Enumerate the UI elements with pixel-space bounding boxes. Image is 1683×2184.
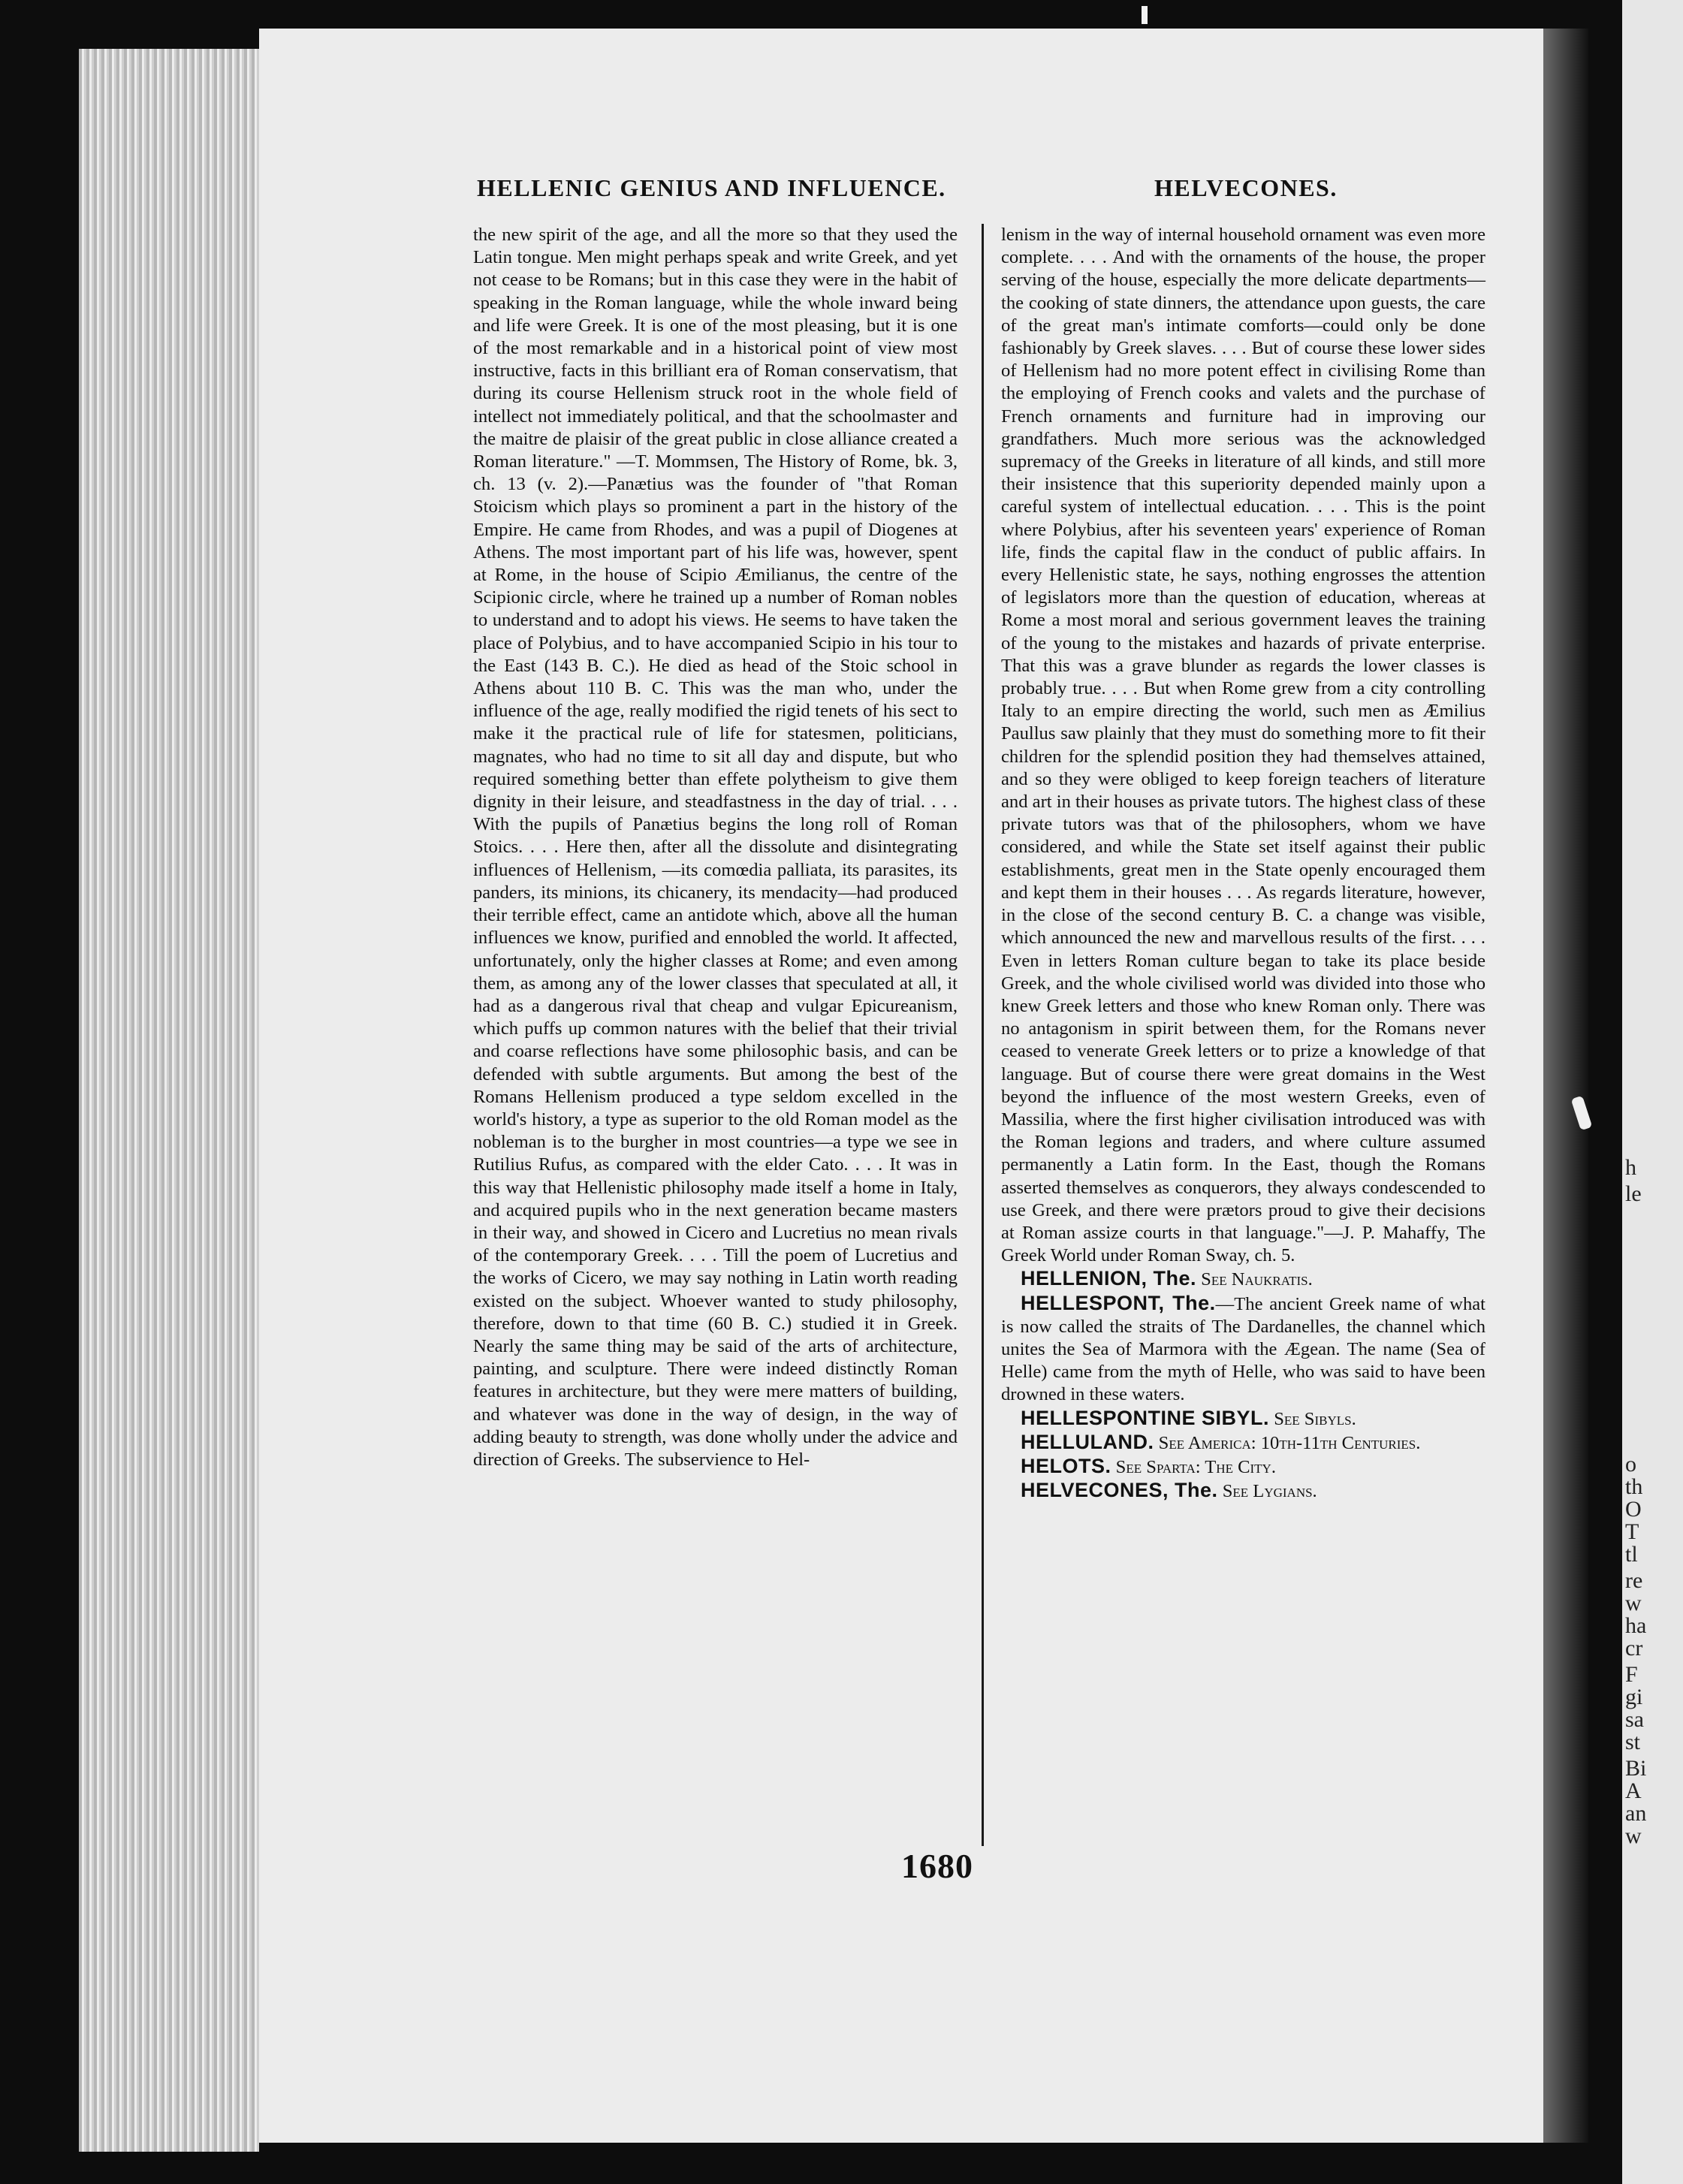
entry-head: HELVECONES, The. [1021,1479,1218,1502]
next-page-fragment: T [1625,1519,1639,1544]
entry-text: See Naukratis. [1201,1269,1313,1290]
left-column-text: the new spirit of the age, and all the more so that they used the Latin tongue. Men might perhaps speak and write Greek, and yet not cease to be Romans; but in this case they were in the habit of speaking in the Roman language, while the whole inward being and life were Greek. It is one of the most pleasing, but it is one of the most remarkable and in a historical point of view most instructive, facts in this brilliant era of Roman conservatism, that during its course Hellenism struck root in the whole field of intellect not immediately political, and that the schoolmaster and the maitre de plaisir of the great public in close alliance created a Roman literature." —T. Mommsen, The History of Rome, bk. 3, ch. 13 (v. 2).—Panætius was the founder of "that Roman Stoicism which plays so prominent a part in the history of the Empire. He came from Rhodes, and was a pupil of Diogenes at Athens. The most important part of his life was, however, spent at Rome, in the house of Scipio Æmilianus, the centre of the Scipionic circle, where he trained up a number of Roman nobles to understand and to adopt his views. He seems to have taken the place of Polybius, and to have accompanied Scipio in his tour to the East (143 B. C.). He died as head of the Stoic school in Athens about 110 B. C. This was the man who, under the influence of the age, really modified the rigid tenets of his sect to make it the practical rule of life for statesmen, politicians, magnates, who had no time to sit all day and dispute, but who required something better than effete polytheism to give them dignity in their leisure, and steadfastness in the day of trial. . . . With the pupils of Panætius begins the long roll of Roman Stoics. . . . Here then, after all the dissolute and disintegrating influences of Hellenism, —its comœdia palliata, its parasites, its panders, its minions, its chicanery, its mendacity—had produced their terrible effect, came an antidote which, above all the human influences we know, purified and ennobled the world. It affected, unfortunately, only the higher classes at Rome; and even among them, as among any of the lower classes that speculated at all, it had as a dangerous rival that cheap and vulgar Epicureanism, which puffs up common natures with the belief that their trivial and coarse reflections have some philosophic basis, and can be defended with subtle arguments. But among the best of the Romans Hellenism produced a type seldom excelled in the world's history, a type as superior to the old Roman model as the nobleman is to the burgher in most countries—a type we see in Rutilius Rufus, as compared with the elder Cato. . . . It was in this way that Hellenistic philosophy made itself a home in Italy, and acquired pupils who in the next generation became masters in their way, and showed in Cicero and Lucretius no mean rivals of the contemporary Greek. . . . Till the poem of Lucretius and the works of Cicero, we may say nothing in Latin worth reading existed on the subject. Whoever wanted to study philosophy, therefore, down to that time (60 B. C.) studied it in Greek. Nearly the same thing may be said of the arts of architecture, painting, and sculpture. There were indeed distinctly Roman features in architecture, but they were mere matters of building, and whatever was done in the way of design, in the way of adding beauty to strength, was done wholly under the advice and direction of Greeks. The subservience to Hel- [473,225,958,1470]
entry-hellespont [1001,1292,1485,1407]
entry-helluland [1001,1431,1485,1455]
entry-hellespontine-sibyl [1001,1407,1485,1431]
next-page-fragment: le [1625,1181,1642,1206]
next-page-fragment: F [1625,1662,1638,1687]
next-page-fragment: tl [1625,1542,1638,1567]
entry-head: HELLESPONTINE SIBYL. [1021,1406,1270,1429]
running-head-left: HELLENIC GENIUS AND INFLUENCE. [477,174,946,201]
entry-helots [1001,1455,1485,1479]
gutter-shadow [1543,29,1588,2143]
next-page-fragment: th [1625,1474,1643,1499]
next-page-fragment: w [1625,1591,1642,1615]
next-page-fragment: Bi [1625,1756,1647,1781]
entry-helvecones [1001,1479,1485,1503]
entry-text: See America: 10th-11th Centuries. [1158,1432,1421,1453]
entry-text: —The ancient Greek name of what is now called the straits of The Dardanelles, the channel which unites the Sea of Marmora with the Ægean. The name (Sea of Helle) came from the myth of Helle, who was said to have been drowned in these waters. [1001,1293,1485,1405]
next-page-fragment: h [1625,1155,1636,1180]
column-rule [982,224,984,1846]
next-page-fragment: o [1625,1452,1636,1477]
next-page-fragment: re [1625,1568,1643,1593]
next-page-fragment: A [1625,1778,1642,1803]
page-number: 1680 [901,1847,973,1885]
next-page-fragment: O [1625,1497,1642,1522]
entry-text: See Sparta: The City. [1115,1456,1276,1477]
right-column [1001,224,1485,1503]
book-page-edges [79,49,259,2152]
entry-head: HELLESPONT, The. [1021,1291,1216,1314]
next-page-fragment: an [1625,1801,1647,1826]
scan-mark [1142,6,1148,24]
next-page-fragment: gi [1625,1685,1643,1709]
entry-head: HELLULAND. [1021,1430,1154,1453]
entry-text: See Sibyls. [1274,1408,1356,1429]
entry-hellenion [1001,1267,1485,1291]
next-page-edge [1622,0,1683,2184]
next-page-fragment: st [1625,1730,1641,1754]
next-page-fragment: sa [1625,1707,1644,1732]
next-page-fragment: cr [1625,1636,1643,1661]
entry-head: HELOTS. [1021,1454,1111,1477]
next-page-fragment: ha [1625,1613,1647,1638]
right-column-text: lenism in the way of internal household ornament was even more complete. . . . And with the ornaments of the house, the proper serving of the house, especially the more delicate departments—the cooking of state dinners, the attendance upon guests, the care of the great man's intimate comforts—could only be done fashionably by Greek slaves. . . . But of course these lower sides of Hellenism had no more potent effect in civilising Rome than the employing of French cooks and valets and the purchase of French ornaments and furniture had in improving our grandfathers. Much more serious was the acknowledged supremacy of the Greeks in literature of all kinds, and still more their insistence that this superiority depended mainly upon a careful system of intellectual education. . . . This is the point where Polybius, after his seventeen years' experience of Roman life, finds the capital flaw in the conduct of public affairs. In every Hellenistic state, he says, nothing engrosses the attention of legislators more than the question of education, whereas at Rome a most moral and serious government leaves the training of the young to the mistakes and hazards of private enterprise. That this was a grave blunder as regards the lower classes is probably true. . . . But when Rome grew from a city controlling Italy to an empire directing the world, such men as Æmilius Paullus saw plainly that they must do something more to fit their children for the splendid position they had themselves attained, and so they were obliged to keep foreign teachers of literature and art in their houses as private tutors. The highest class of these private tutors was that of the philosophers, whom we have considered, and while the State set itself against their public establishments, great men in the State openly encouraged them and kept them in their houses . . . As regards literature, however, in the close of the second century B. C. a change was visible, which announced the new and marvellous results of the first. . . . Even in letters Roman culture began to take its place beside Greek, and the whole civilised world was divided into those who knew Greek letters and those who knew Roman only. There was no antagonism in spirit between them, for the Romans never ceased to venerate Greek letters or to prize a knowledge of that language. But of course there were great domains in the West beyond the influence of the most western Greeks, even of Massilia, where the first higher civilisation introduced was with the Roman legions and traders, and where culture assumed permanently a Latin form. In the East, though the Romans asserted themselves as conquerors, they always condescended to use Greek, and there were prætors proud to give their decisions at Roman assize courts in that language."—J. P. Mahaffy, The Greek World under Roman Sway, ch. 5. [1001,225,1485,1266]
entry-head: HELLENION, The. [1021,1267,1197,1290]
left-column [473,224,958,1471]
entry-text: See Lygians. [1222,1481,1317,1502]
next-page-fragment: w [1625,1824,1642,1848]
running-head-right: HELVECONES. [1154,174,1338,201]
